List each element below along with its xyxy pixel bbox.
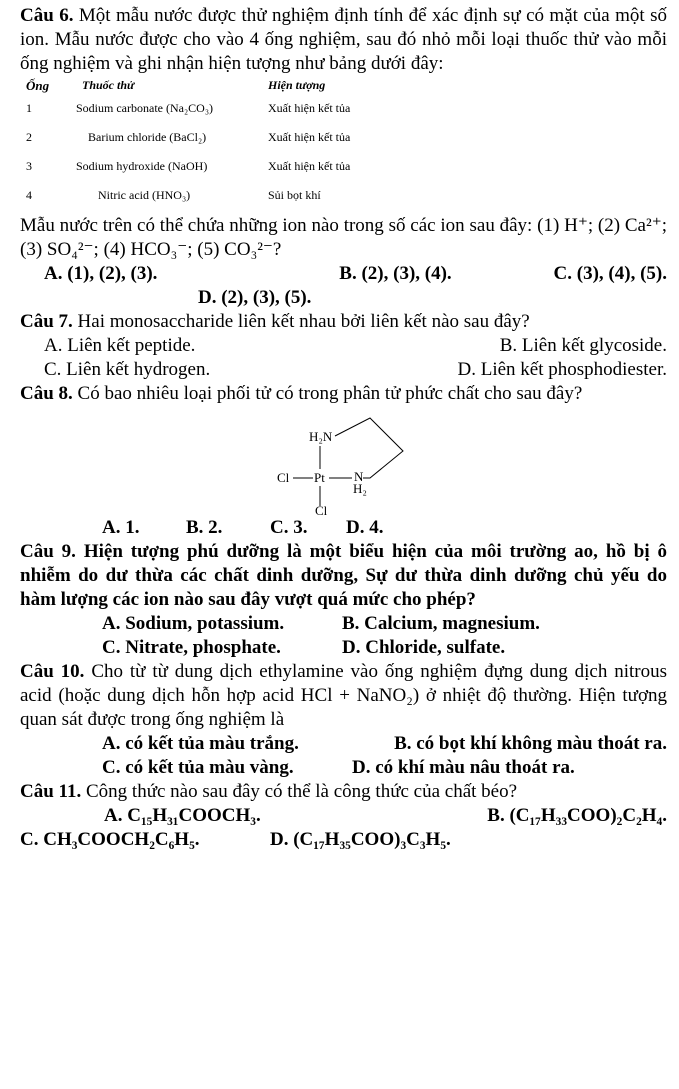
q6-reagent: Sodium carbonate (Na₂CO₃) bbox=[76, 101, 213, 115]
q11-options-row2 bbox=[20, 828, 667, 852]
q8-label: Câu 8. bbox=[20, 383, 73, 404]
q8-option-b: B. 2. bbox=[186, 517, 223, 538]
q10-options-row1 bbox=[20, 732, 667, 756]
q8-stem-text: Có bao nhiêu loại phối tử có trong phân tử phức chất cho sau đây? bbox=[77, 383, 583, 404]
q11-label: Câu 11. bbox=[20, 781, 82, 802]
q7-stem-text: Hai monosaccharide liên kết nhau bởi liên kết nào sau đây? bbox=[77, 311, 530, 332]
table-row bbox=[20, 181, 350, 210]
q6-table-header bbox=[20, 76, 350, 94]
q9-option-a: A. Sodium, potassium. bbox=[102, 613, 285, 634]
q6-result: Xuất hiện kết tủa bbox=[268, 130, 351, 144]
h2n-label: H₂N bbox=[309, 429, 333, 444]
n-label: N bbox=[354, 469, 364, 484]
q11-stem bbox=[20, 780, 667, 804]
q7-stem bbox=[20, 310, 667, 334]
q6-reagent: Nitric acid (HNO₃) bbox=[98, 188, 191, 202]
q9-option-b: B. Calcium, magnesium. bbox=[342, 613, 540, 634]
q6-result: Sủi bọt khí bbox=[268, 188, 321, 202]
q6-tube: 1 bbox=[26, 101, 32, 115]
q7-option-d: D. Liên kết phosphodiester. bbox=[457, 359, 667, 380]
q10-option-b: B. có bọt khí không màu thoát ra. bbox=[394, 733, 667, 754]
q6-result: Xuất hiện kết tủa bbox=[268, 101, 351, 115]
q9-option-c: C. Nitrate, phosphate. bbox=[102, 637, 281, 658]
q6-label: Câu 6. bbox=[20, 5, 74, 26]
q6-question: Mẫu nước trên có thể chứa những ion nào trong số các ion sau đây: (1) H⁺; (2) Ca²⁺; (3) SO₄²⁻; (4) HCO₃⁻; (5) CO₃²⁻? bbox=[20, 215, 667, 260]
q10-option-a: A. có kết tủa màu trắng. bbox=[102, 733, 299, 754]
q10-option-d: D. có khí màu nâu thoát ra. bbox=[352, 757, 575, 778]
q6-reagent: Sodium hydroxide (NaOH) bbox=[76, 159, 208, 173]
q8-option-c: C. 3. bbox=[270, 517, 308, 538]
q7-options-row2 bbox=[20, 358, 667, 382]
q9-options-row1 bbox=[20, 612, 667, 636]
q7-label: Câu 7. bbox=[20, 311, 73, 332]
q6-option-b: B. (2), (3), (4). bbox=[339, 263, 452, 284]
q8-option-a: A. 1. bbox=[102, 517, 140, 538]
q10-label: Câu 10. bbox=[20, 661, 85, 682]
q6-option-a: A. (1), (2), (3). bbox=[44, 263, 158, 284]
q9-stem-text: Hiện tượng phú dưỡng là một biểu hiện của môi trường ao, hồ bị ô nhiễm do dư thừa các chất dinh dưỡng, Sự dư thừa dinh dưỡng chủ yếu do hàm lượng các ion nào sau đây vượt quá mức cho phép? bbox=[20, 541, 668, 610]
q10-option-c: C. có kết tủa màu vàng. bbox=[102, 757, 294, 778]
q6-option-c: C. (3), (4), (5). bbox=[553, 263, 667, 284]
q10-stem bbox=[20, 660, 667, 732]
q6-tube: 3 bbox=[26, 159, 32, 173]
q11-option-d: D. (C₁₇H₃₅COO)₃C₃H₅. bbox=[270, 829, 451, 850]
q6-option-d: D. (2), (3), (5). bbox=[198, 287, 312, 308]
q11-stem-text: Công thức nào sau đây có thể là công thức của chất béo? bbox=[86, 781, 518, 802]
complex-structure bbox=[275, 406, 435, 516]
q6-options-row2 bbox=[20, 286, 667, 310]
q9-label: Câu 9. bbox=[20, 541, 76, 562]
q6-reagent: Barium chloride (BaCl₂) bbox=[88, 130, 207, 144]
structure-bonds bbox=[275, 406, 435, 516]
q6-th-tube: Ống bbox=[26, 77, 50, 93]
q7-option-c: C. Liên kết hydrogen. bbox=[44, 359, 211, 380]
q7-option-a: A. Liên kết peptide. bbox=[44, 335, 196, 356]
cl-left-label: Cl bbox=[277, 470, 290, 485]
table-row bbox=[20, 123, 350, 152]
q11-option-c: C. CH₃COOCH₂C₆H₅. bbox=[20, 829, 200, 850]
q6-stem-text: Một mẫu nước được thử nghiệm định tính để xác định sự có mặt của một số ion. Mẫu nước được cho vào 4 ống nghiệm, sau đó nhỏ mỗi loại thuốc thử vào mỗi ống nghiệm và ghi nhận hiện tượng như bảng dưới đây: bbox=[20, 5, 667, 74]
q6-tube: 2 bbox=[26, 130, 32, 144]
q6-th-result: Hiện tượng bbox=[268, 77, 326, 92]
q7-options-row1 bbox=[20, 334, 667, 358]
q6-options-row1 bbox=[20, 262, 667, 286]
q6-tube: 4 bbox=[26, 188, 32, 202]
q8-options bbox=[20, 516, 667, 540]
q6-table bbox=[20, 76, 350, 210]
q11-options-row1 bbox=[20, 804, 667, 828]
q6-stem bbox=[20, 4, 667, 76]
pt-label: Pt bbox=[314, 470, 325, 485]
q9-option-d: D. Chloride, sulfate. bbox=[342, 637, 506, 658]
q10-options-row2 bbox=[20, 756, 667, 780]
q9-stem bbox=[20, 540, 667, 612]
q8-stem bbox=[20, 382, 667, 406]
table-row bbox=[20, 94, 350, 123]
q10-stem-text: Cho từ từ dung dịch ethylamine vào ống nghiệm đựng dung dịch nitrous acid (hoặc dung dịch hỗn hợp acid HCl + NaNO₂) ở nhiệt độ thường. Hiện tượng quan sát được trong ống nghiệm là bbox=[20, 661, 668, 730]
q8-option-d: D. 4. bbox=[346, 517, 384, 538]
table-row bbox=[20, 152, 350, 181]
cl-bottom-label: Cl bbox=[315, 503, 328, 518]
q9-options-row2 bbox=[20, 636, 667, 660]
h2-label: H₂ bbox=[353, 481, 367, 496]
q6-th-reagent: Thuốc thử bbox=[82, 77, 135, 92]
q11-option-b: B. (C₁₇H₃₃COO)₂C₂H₄. bbox=[487, 805, 667, 826]
q7-option-b: B. Liên kết glycoside. bbox=[499, 335, 667, 356]
q6-result: Xuất hiện kết tủa bbox=[268, 159, 351, 173]
q11-option-a: A. C₁₅H₃₁COOCH₃. bbox=[104, 805, 261, 826]
